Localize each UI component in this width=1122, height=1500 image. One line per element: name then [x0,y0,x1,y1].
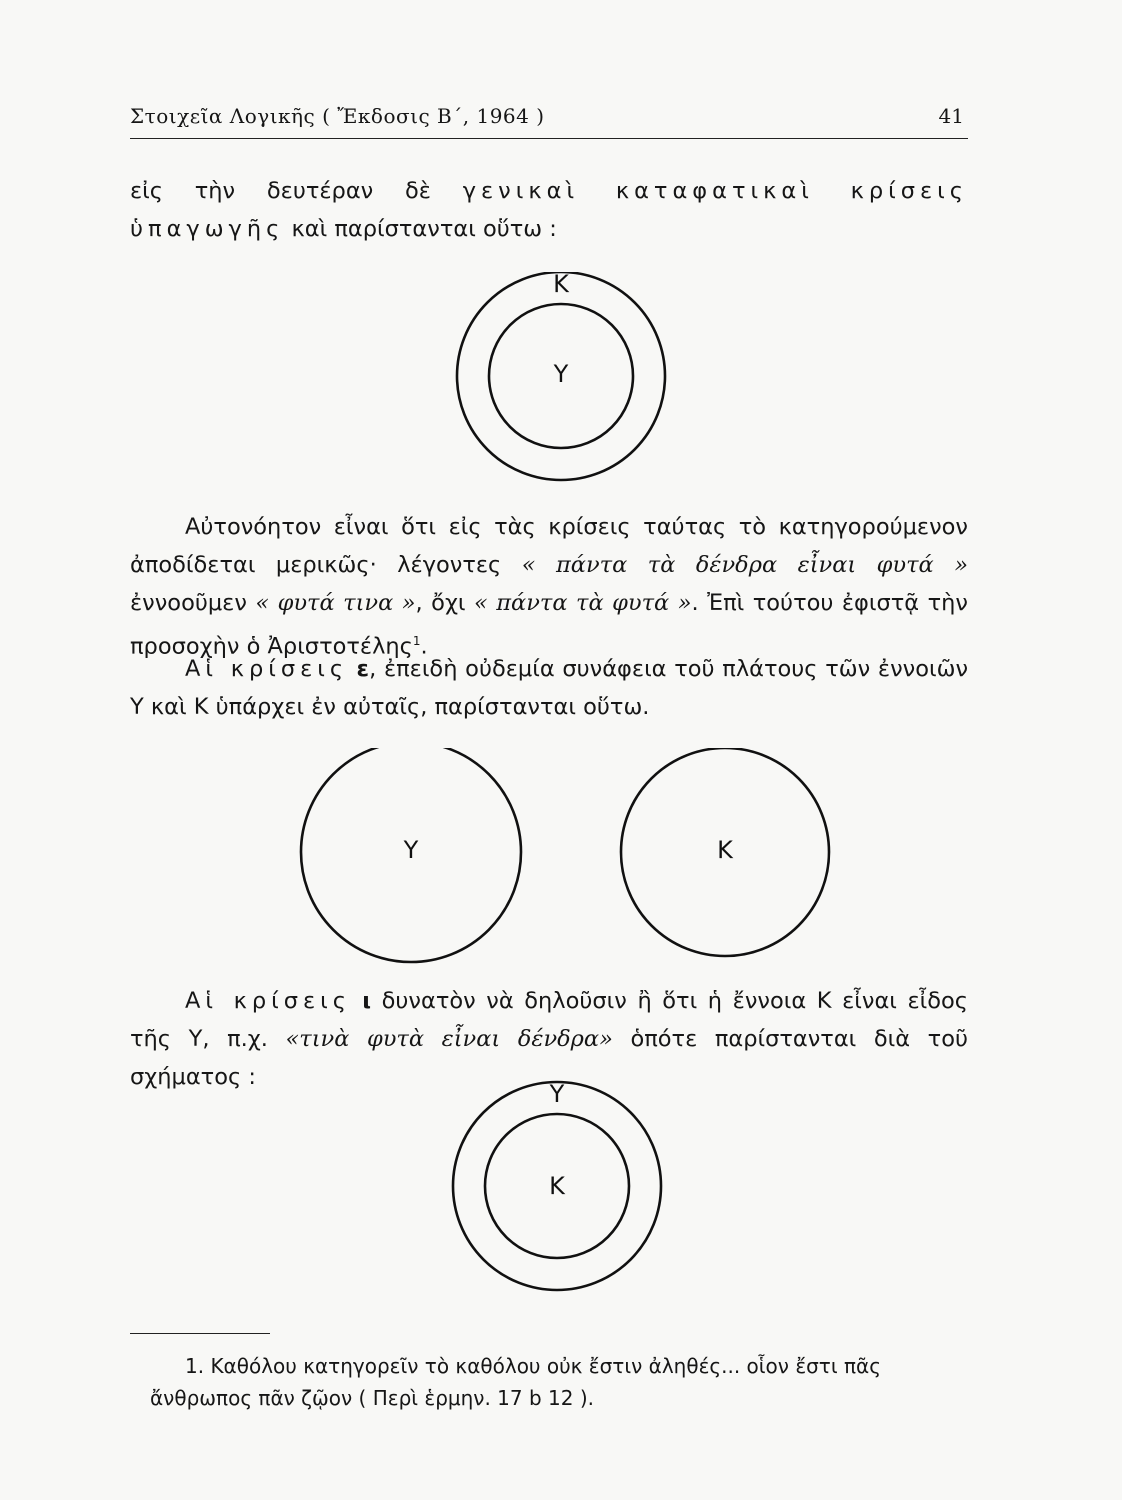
inner-circle-label: Κ [549,1172,565,1200]
paragraph-intro: εἰς τὴν δευτέραν δὲ γενικαὶ καταφατικαὶ κρίσεις ὑπαγωγῆς καὶ παρίστανται οὕτω : [130,178,968,242]
figure-y-contains-k [0,1074,1122,1294]
outer-circle-label: Υ [549,1080,565,1108]
paragraph-e-judgments: Αἱ κρίσεις ε, ἐπειδὴ οὐδεμία συνάφεια τοῦ πλάτους τῶν ἐννοιῶν Υ καὶ Κ ὑπάρχει ἐν αὐταῖς, παρίστανται οὕτω. [130,656,969,720]
spaced-term: γενικαὶ καταφατικαὶ κρίσεις ὑπαγωγῆς [130,178,968,242]
footnote: 1. Καθόλου κατηγορεῖν τὸ καθόλου οὐκ ἔστιν ἀληθές... οἷον ἔστι πᾶς ἄνθρωπος πᾶν ζῷον ( Περὶ ἑρμην. 17 b 12 ). [150,1354,881,1410]
footnote-rule [130,1333,270,1334]
figure-disjoint-circles [0,748,1122,968]
paragraph-explanation: Αὐτονόητον εἶναι ὅτι εἰς τὰς κρίσεις ταύτας τὸ κατηγορούμενον ἀποδίδεται μερικῶς· λέγοντες « πάντα τὰ δένδρα εἶναι φυτά » ἐννοοῦμεν « φυτά τινα », ὄχι « πάντα τὰ φυτά ». Ἐπὶ τούτου ἐφιστᾷ τὴν προσοχὴν ὁ Ἀριστοτέλης$^1$. [130,514,968,660]
paragraph-i-judgments: Αἱ κρίσεις ι δυνατὸν νὰ δηλοῦσιν ἢ ὅτι ἡ ἔννοια Κ εἶναι εἶδος τῆς Υ, π.χ. «τινὰ φυτὰ εἶναι δένδρα» ὁπότε παρίστανται διὰ τοῦ σχήματος : [130,988,969,1090]
page-number: 41 [938,104,964,128]
left-circle-label: Υ [403,836,419,864]
figure-k-contains-y [0,272,1122,492]
footnote-ref: 1 [412,634,421,648]
outer-circle-label: Κ [553,272,569,298]
right-circle-label: Κ [717,836,733,864]
running-header [130,98,968,139]
running-title: Στοιχεῖα Λογικῆς ( Ἔκδοσις Β΄, 1964 ) [130,104,545,128]
inner-circle-label: Υ [553,360,569,388]
